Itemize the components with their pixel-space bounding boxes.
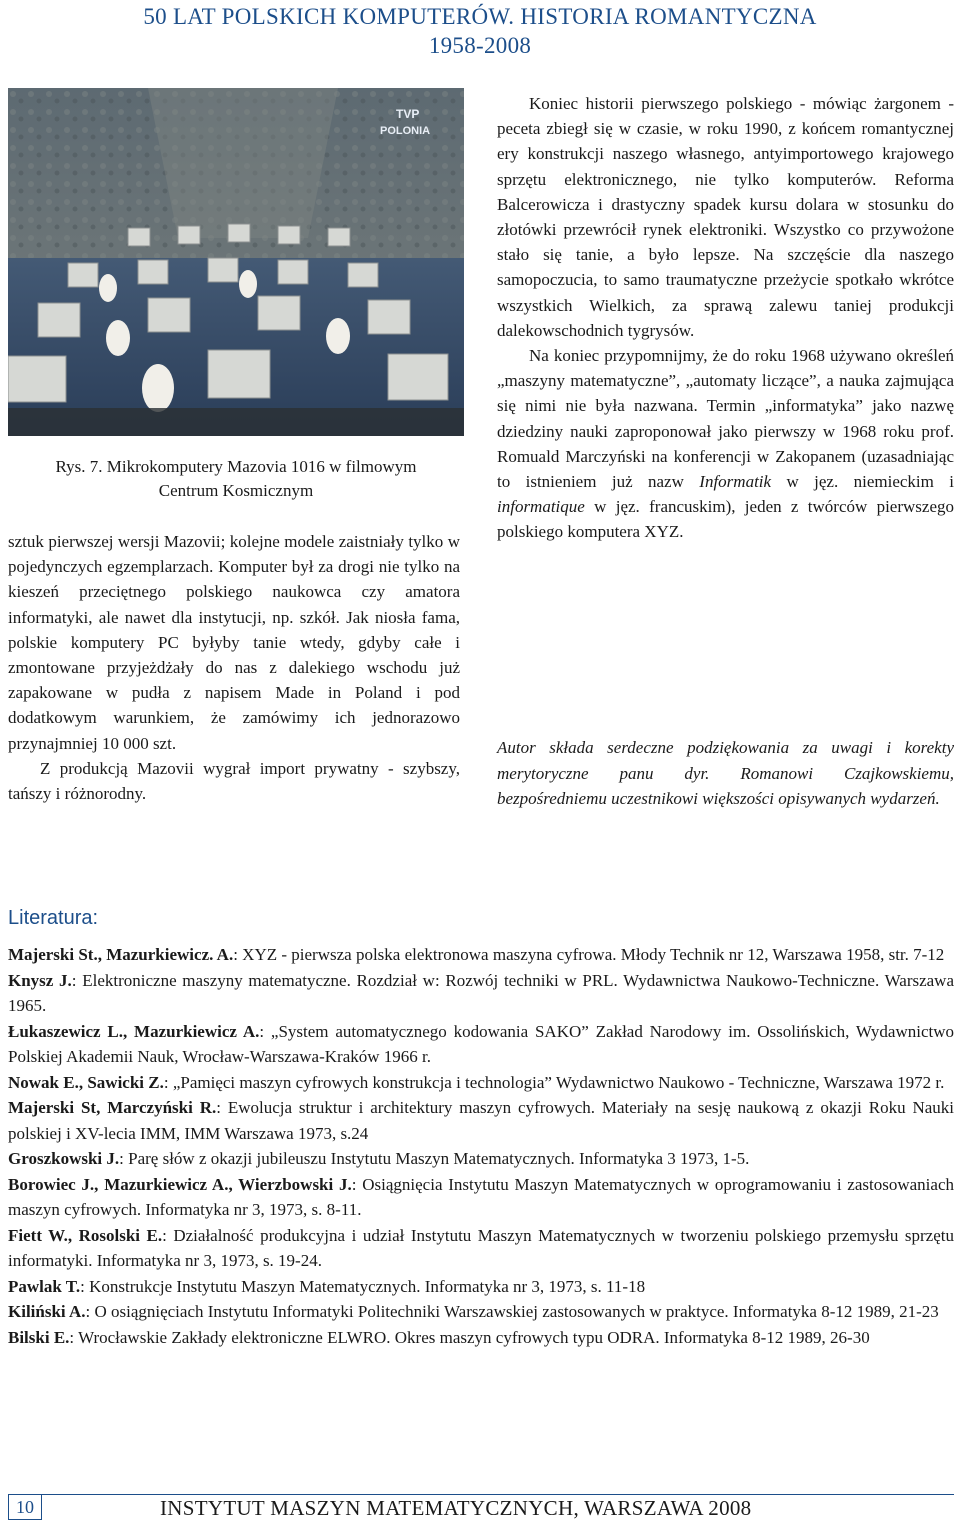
reference-authors: Majerski St., Mazurkiewicz. A. [8,945,234,964]
footer-divider [8,1494,954,1495]
reference-text: : XYZ - pierwsza polska elektronowa maszyna cyfrowa. Młody Technik nr 12, Warszawa 1958, str. 7-12 [233,945,945,964]
reference-authors: Fiett W., Rosolski E. [8,1225,163,1245]
caption-line-2: Centrum Kosmicznym [158,481,314,500]
reference-authors: Groszkowski J. [8,1149,120,1168]
reference-text: : Wrocławskie Zakłady elektroniczne ELWRO. Okres maszyn cyfrowych typu ODRA. Informatyka 8-12 1989, 26-30 [69,1327,870,1347]
header-years: 1958-2008 [428,33,532,58]
page-header [0,2,960,60]
reference-item [8,1223,954,1274]
reference-text: : Konstrukcje Instytutu Maszyn Matematycznych. Informatyka nr 3, 1973, s. 11-18 [80,1276,646,1296]
references-list [8,942,954,1350]
reference-text: : Elektroniczne maszyny matematyczne. Rozdział w: Rozwój techniki w PRL. Wydawnictwa Naukowo-Techniczne. Warszawa 1965. [8,970,955,1015]
right-paragraph-2-c: w jęz. francuskim), jeden z twórców pierwszego polskiego komputera XYZ. [497,497,954,542]
reference-text: : Ewolucja struktur i architektury maszyn cyfrowych. Materiały na sesję naukową z okazji Roku Nauki polskiej i XV-lecia IMM, IMM Warszawa 1973, s.24 [8,1098,954,1143]
right-paragraph-2-a: Na koniec przypomnijmy, że do roku 1968 używano określeń „maszyny matematyczne”, „automaty liczące”, a nauka zajmująca się nimi nie była nazwana. Termin „informatyka” jako nazwę dziedziny nauki zaproponował jako pierwszy w 1968 roku prof. Romuald Marczyński na konferencji w Zakopanem (uzasadniając to istnieniem już nazw [497,346,954,492]
right-paragraph-2-b: w jęz. niemieckim i [771,472,954,492]
right-paragraph-1: Koniec historii pierwszego polskiego - mówiąc żargonem - peceta zbiegł się w czasie, w roku 1990, z końcem romantycznej ery konstrukcji naszego własnego, antyimportowego krajowego sprzętu elektronicznego, nie tylko komputerów. Reforma Balcerowicza i drastyczny spadek kursu dolara w stosunku do złotówki przewrócił rynek elektroniki. Wszystko co przywożone stało się tanie, a było lepsze. Na szczęście dla naszego samopoczucia, to samo traumatyczne przeżycie spotkało wkrótce wszystkich Wielkich, za sprawą zalewu taniej produkcji dalekowschodnich tygrysów. [497,94,954,340]
term-informatique: informatique [497,497,585,517]
photo-mazovia-computers [8,88,464,436]
page-number: 10 [8,1495,42,1520]
reference-authors: Knysz J. [8,970,72,990]
acknowledgement: Autor składa serdeczne podziękowania za uwagi i korekty merytoryczne panu dyr. Romanowi Czajkowskiemu, bezpośredniemu uczestnikowi większości opisywanych wydarzeń. [497,738,954,808]
right-paragraph-2 [497,343,954,545]
reference-authors: Kiliński A. [8,1302,86,1321]
reference-item [8,942,954,968]
reference-authors: Borowiec J., Mazurkiewicz A., Wierzbowski J. [8,1174,352,1194]
footer-institute: INSTYTUT MASZYN MATEMATYCZNYCH, WARSZAWA 2008 [160,1496,752,1520]
reference-text: : „Pamięci maszyn cyfrowych konstrukcja i technologia” Wydawnictwo Naukowo - Techniczne, Warszawa 1972 r. [163,1072,945,1092]
reference-text: : Parę słów z okazji jubileuszu Instytutu Maszyn Matematycznych. Informatyka 3 1973, 1-5. [119,1149,750,1168]
reference-item [8,1019,954,1070]
photo-illustration [8,88,464,436]
reference-item [8,1299,954,1325]
figure-caption [8,455,464,503]
reference-item [8,1274,954,1300]
reference-authors: Łukaszewicz L., Mazurkiewicz A. [8,1021,260,1041]
reference-authors: Bilski E. [8,1327,70,1347]
header-title: 50 LAT POLSKICH KOMPUTERÓW. HISTORIA ROMANTYCZNA [143,4,817,29]
svg-text:POLONIA: POLONIA [380,125,431,137]
reference-item [8,1070,954,1096]
reference-text: : Działalność produkcyjna i udział Instytutu Maszyn Matematycznych w tworzeniu polskiego przemysłu sprzętu informatyki. Informatyka nr 3, 1973, s. 19-24. [8,1225,954,1270]
reference-authors: Pawlak T. [8,1276,81,1296]
reference-text: : Osiągnięcia Instytutu Maszyn Matematycznych w oprogramowaniu i zastosowaniach maszyn cyfrowych. Informatyka nr 3, 1973, s. 8-11. [8,1174,954,1219]
reference-item [8,1325,954,1351]
left-column [8,529,460,806]
reference-authors: Nowak E., Sawicki Z. [8,1072,164,1092]
term-informatik: Informatik [699,472,772,492]
reference-item [8,1172,954,1223]
left-paragraph-2: Z produkcją Mazovii wygrał import prywatny - szybszy, tańszy i różnorodny. [8,758,460,804]
svg-text:TVP: TVP [396,107,420,121]
reference-item [8,968,954,1019]
left-paragraph-1: sztuk pierwszej wersji Mazovii; kolejne modele zaistniały tylko w pojedynczych egzemplarzach. Komputer był za drogi nie tylko na kieszeń przeciętnego polskiego naukowca czy amatora informatyki, ale nawet dla instytucji, np. szkół. Jak niosła fama, polskie komputery PC byłyby tanie wtedy, gdyby całe i zmontowane przyjeżdżały do nas z dalekiego wschodu już zapakowane w pudła z napisem Made in Poland i pod dodatkowym warunkiem, że zamówimy ich jednorazowo przynajmniej 10 000 szt. [8,532,460,753]
reference-text: : O osiągnięciach Instytutu Informatyki Politechniki Warszawskiej zastosowanych w praktyce. Informatyka 8-12 1989, 21-23 [85,1302,939,1321]
right-column [497,91,954,545]
caption-line-1: Rys. 7. Mikrokomputery Mazovia 1016 w filmowym [55,457,417,476]
reference-item [8,1095,954,1146]
reference-authors: Majerski St, Marczyński R. [8,1098,217,1117]
reference-item [8,1146,954,1172]
reference-text: : „System automatycznego kodowania SAKO” Zakład Narodowy im. Ossolińskich, Wydawnictwo Polskiej Akademii Nauk, Wrocław-Warszawa-Kraków 1966 r. [8,1021,954,1066]
literature-title: Literatura: [8,907,99,929]
